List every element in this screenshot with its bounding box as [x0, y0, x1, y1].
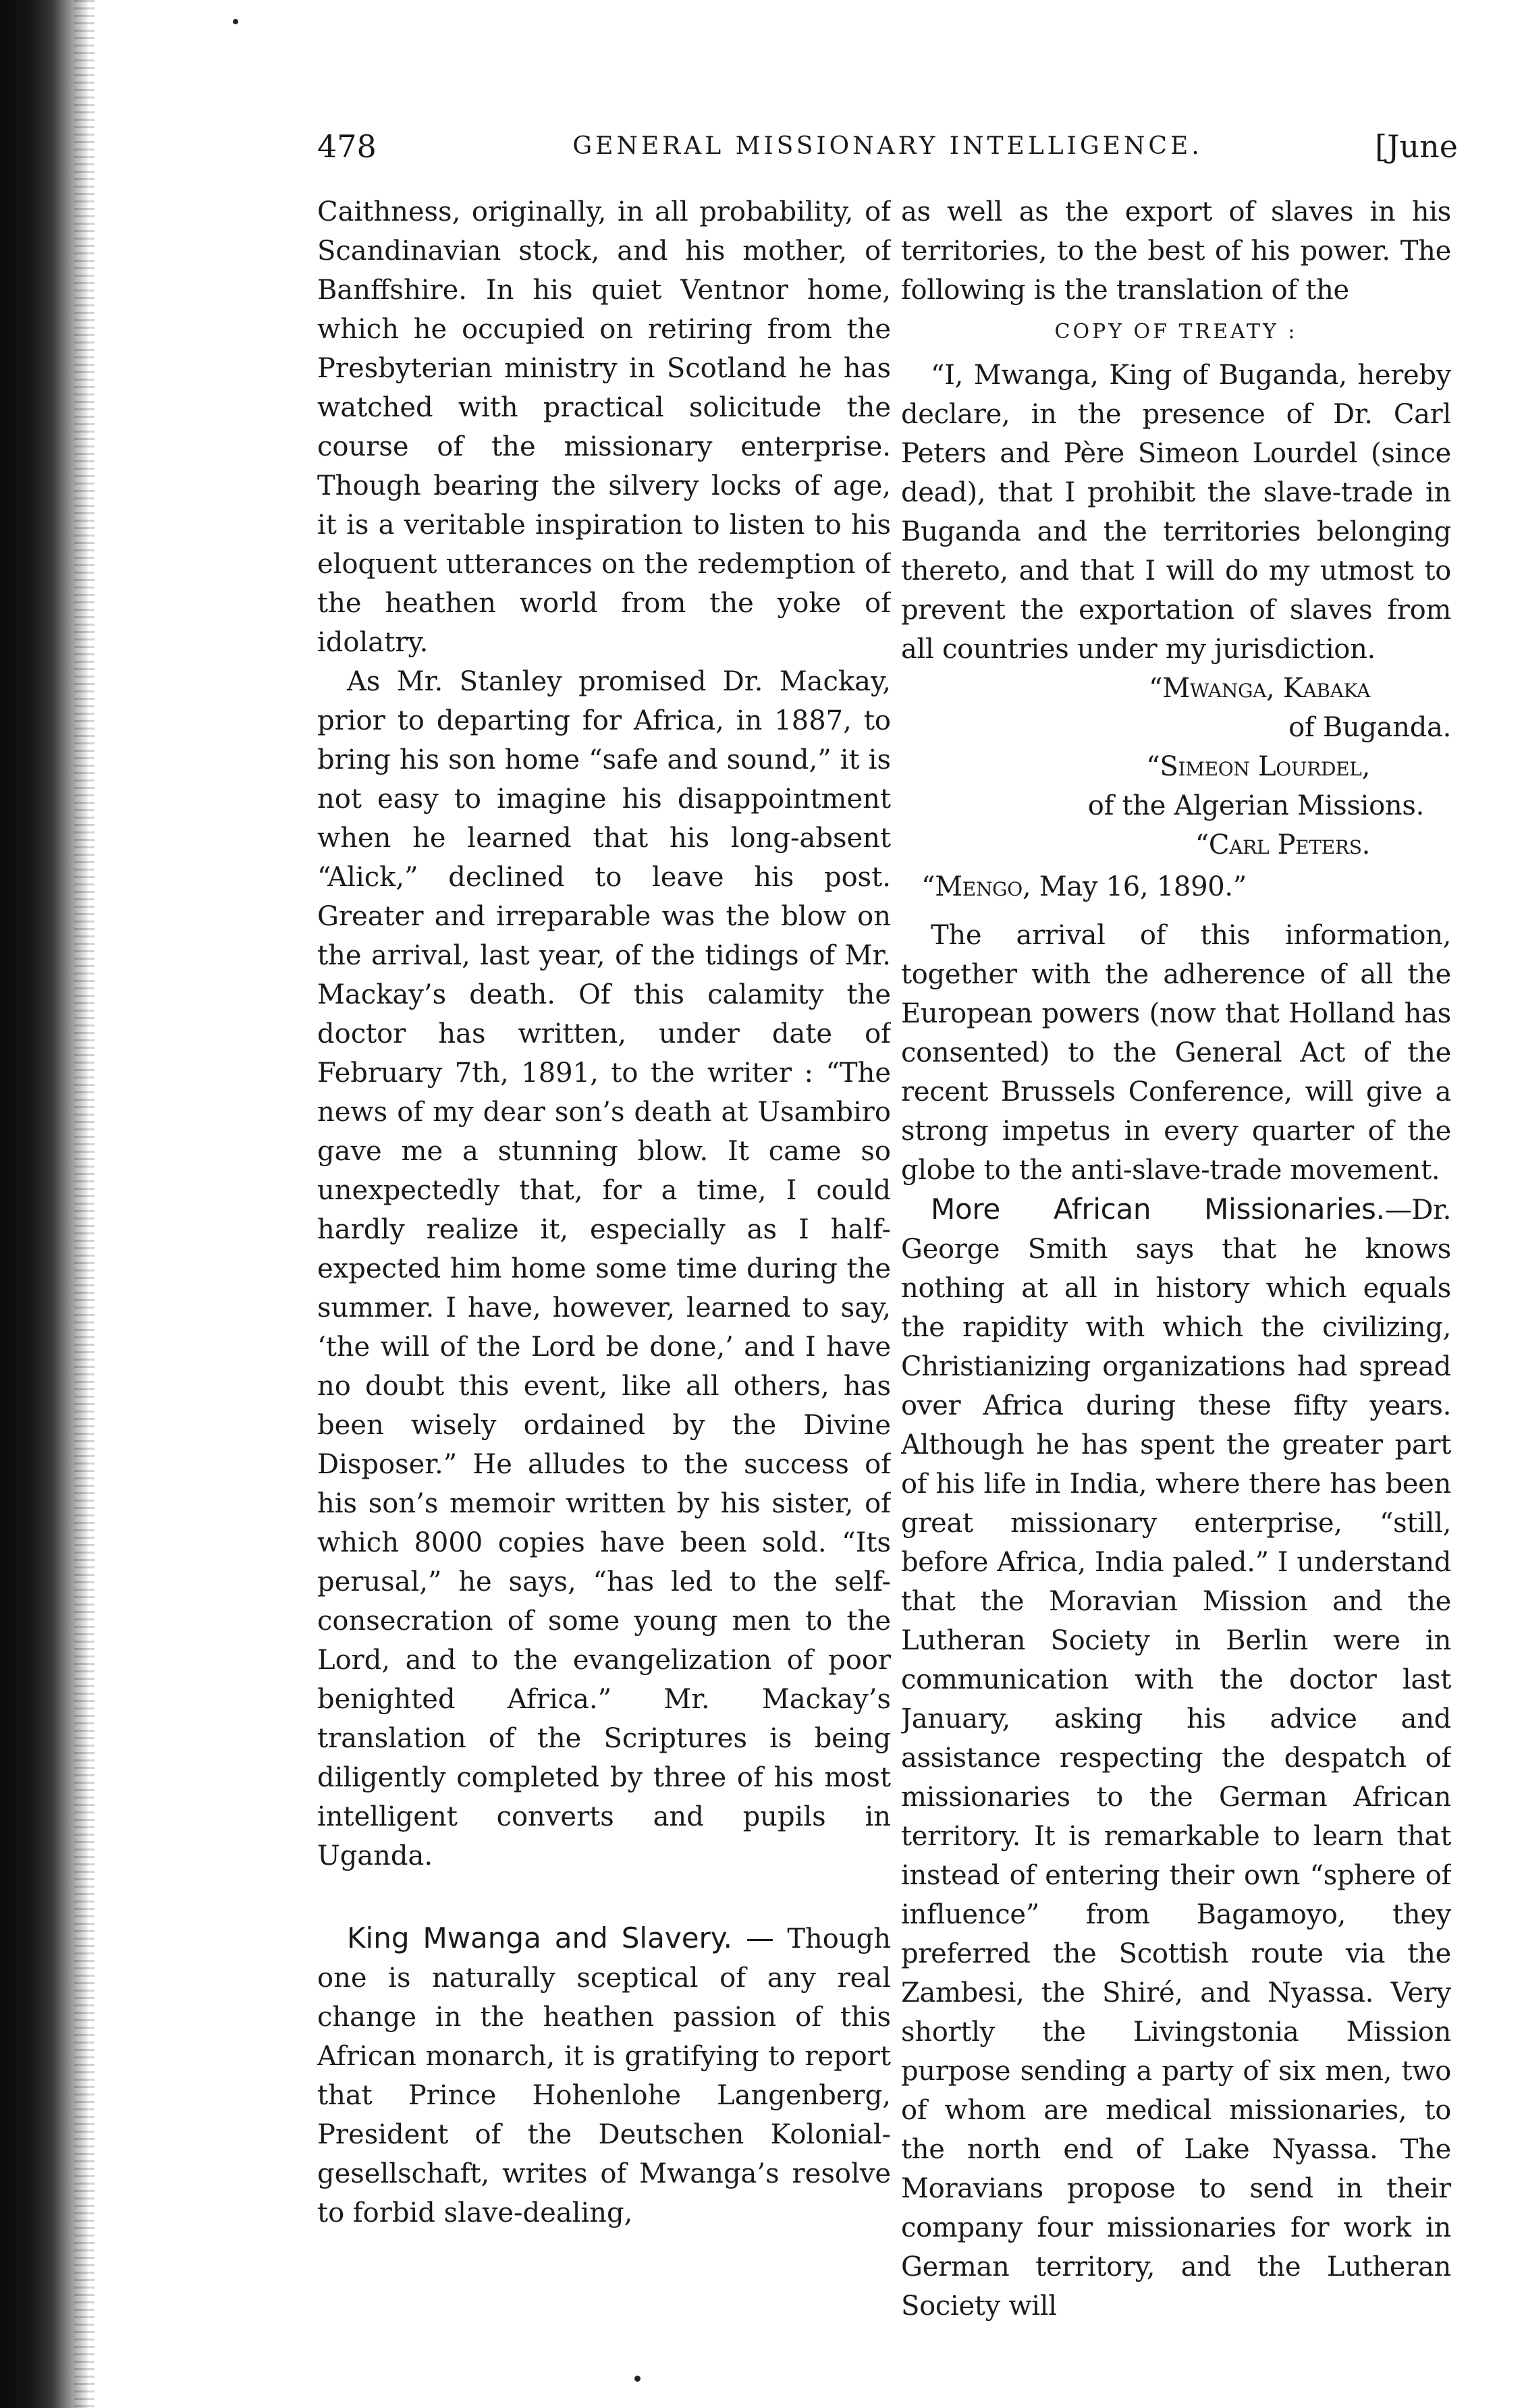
- right-column: [901, 192, 1451, 2325]
- paragraph-text: —Dr. George Smith says that he knows nothing at all in history which equals the rapidity with which the civilizing, Christianizing organizations had spread over Africa during these fifty years. Although he has spent the greater part of his life in India, where there has been great missionary enterprise, “still, before Africa, India paled.” I understand that the Moravian Mission and the Lutheran Society in Berlin were in communication with the doctor last January, asking his advice and assistance respecting the despatch of missionaries to the German African territory. It is remarkable to learn that instead of entering their own “sphere of influence” from Bagamoyo, they preferred the Scottish route via the Zambesi, the Shiré, and Nyassa. Very shortly the Livingstonia Mission purpose sending a party of six men, two of whom are medical missionaries, to the north end of Lake Nyassa. The Moravians propose to send in their company four missionaries for work in German territory, and the Lutheran Society will: [901, 1195, 1451, 2322]
- paragraph-text: Though one is naturally sceptical of any real change in the heathen passion of this African monarch, it is gratifying to report that Prince Hohenlohe Langenberg, President of the Deutschen Kolonial-gesellschaft, writes of Mwanga’s resolve to forbid slave-dealing,: [317, 1923, 891, 2228]
- dateline-place: “Mengo,: [921, 871, 1031, 902]
- section-heading: More African Missionaries.: [931, 1193, 1385, 1226]
- page-number: 478: [317, 128, 377, 165]
- signature-lourdel: “Simeon Lourdel,: [1146, 751, 1370, 782]
- page-header: [317, 128, 1458, 175]
- paragraph: Caithness, originally, in all probability, of Scandinavian stock, and his mother, of Banffshire. In his quiet Ventnor home, which he occupied on retiring from the Presbyterian ministry in Scotland he has watched with practical solicitude the course of the missionary enterprise. Though bearing the silvery locks of age, it is a veritable inspiration to listen to his eloquent utterances on the redemption of the heathen world from the yoke of idolatry.: [317, 196, 891, 658]
- section-paragraph: [901, 1190, 1451, 2325]
- signature-lourdel-title: of the Algerian Missions.: [1087, 790, 1424, 821]
- treaty-title: COPY OF TREATY :: [1054, 320, 1298, 344]
- paragraph: As Mr. Stanley promised Dr. Mackay, prior to departing for Africa, in 1887, to bring his son home “safe and sound,” it is not easy to imagine his disappointment when he learned that his long-absent “Alick,” declined to leave his post. Greater and irreparable was the blow on the arrival, last year, of the tidings of Mr. Mackay’s death. Of this calamity the doctor has written, under date of February 7th, 1891, to the writer : “The news of my dear son’s death at Usambiro gave me a stunning blow. It came so unexpectedly that, for a time, I could hardly realize it, especially as I half-expected him home some time during the summer. I have, however, learned to say, ‘the will of the Lord be done,’ and I have no doubt this event, like all others, has been wisely ordained by the Divine Disposer.” He alludes to the success of his son’s memoir written by his sister, of which 8000 copies have been sold. “Its perusal,” he says, “has led to the self-consecration of some young men to the Lord, and to the evangelization of poor benighted Africa.” Mr. Mackay’s translation of the Scriptures is being diligently completed by three of his most intelligent converts and pupils in Uganda.: [317, 666, 891, 1871]
- left-column: [317, 192, 891, 2325]
- signature-peters: “Carl Peters.: [1195, 829, 1370, 860]
- section-heading: King Mwanga and Slavery. —: [347, 1921, 774, 1954]
- paragraph: The arrival of this information, together with the adherence of all the European powers (now that Holland has consented) to the General Act of the recent Brussels Conference, will give a strong impetus in every quarter of the globe to the anti-slave-trade movement.: [901, 920, 1451, 1186]
- signature-mwanga-title: of Buganda.: [1288, 712, 1451, 743]
- running-head: GENERAL MISSIONARY INTELLIGENCE.: [572, 132, 1203, 160]
- dateline-date: May 16, 1890.”: [1039, 871, 1247, 902]
- section-paragraph: [317, 1919, 891, 2233]
- print-speck: [233, 19, 238, 24]
- signature-mwanga: “Mwanga, Kabaka: [1149, 673, 1370, 704]
- treaty-dateline: [921, 867, 1451, 906]
- treaty-text: “I, Mwanga, King of Buganda, hereby declare, in the presence of Dr. Carl Peters and Père Simeon Lourdel (since dead), that I prohibit the slave-trade in Buganda and the territories belonging thereto, and that I will do my utmost to prevent the exportation of slaves from all countries under my jurisdiction.: [901, 360, 1451, 665]
- print-speck: [634, 2376, 641, 2382]
- paragraph: as well as the export of slaves in his territories, to the best of his power. The following is the translation of the: [901, 196, 1451, 306]
- binding-edge-texture: [74, 0, 94, 2408]
- header-month: [June: [1375, 128, 1458, 165]
